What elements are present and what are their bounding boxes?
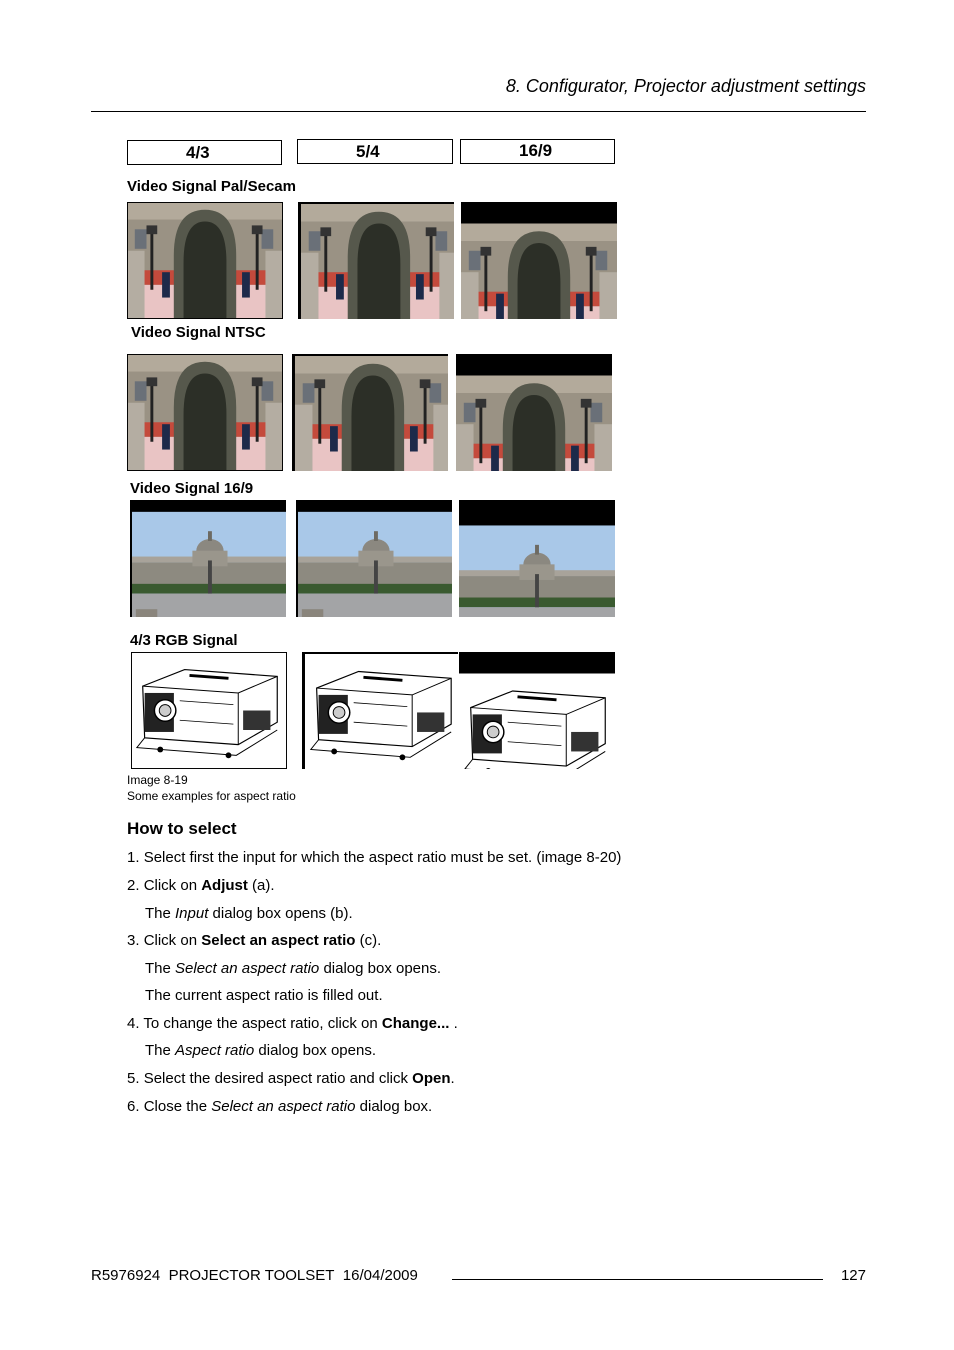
page-number: 127	[840, 1267, 866, 1284]
aspect-thumb-row2-5-4	[292, 354, 448, 471]
step-3-note-1: The Select an aspect ratio dialog box opens.	[145, 960, 442, 977]
row-label-rgb: 4/3 RGB Signal	[130, 632, 238, 649]
row-label-16-9: Video Signal 16/9	[130, 480, 254, 497]
ratio-header-4-3: 4/3	[127, 140, 282, 165]
step-2: 2. Click on Adjust (a).	[127, 877, 275, 894]
chapter-title: 8. Configurator, Projector adjustment settings	[505, 76, 866, 96]
footer-divider	[452, 1279, 823, 1280]
step-6: 6. Close the Select an aspect ratio dialog box.	[127, 1098, 433, 1115]
adjust-label: Adjust	[201, 877, 248, 894]
aspect-thumb-row4-4-3	[131, 652, 287, 769]
aspect-thumb-row1-16-9	[461, 202, 617, 319]
aspect-thumb-row1-5-4	[298, 202, 454, 319]
aspect-thumb-row3-16-9	[459, 500, 615, 617]
figure-caption: Some examples for aspect ratio	[127, 789, 296, 803]
step-3-note-2: The current aspect ratio is filled out.	[145, 987, 383, 1004]
step-4-note: The Aspect ratio dialog box opens.	[145, 1042, 376, 1059]
aspect-thumb-row2-16-9	[456, 354, 612, 471]
step-3: 3. Click on Select an aspect ratio (c).	[127, 932, 382, 949]
aspect-thumb-row4-5-4	[302, 652, 458, 769]
header-divider	[91, 111, 866, 112]
step-4: 4. To change the aspect ratio, click on Change... .	[127, 1015, 458, 1032]
select-aspect-ratio-label: Select an aspect ratio	[201, 932, 356, 949]
ratio-header-16-9: 16/9	[460, 139, 615, 164]
ratio-header-5-4: 5/4	[297, 139, 453, 164]
change-label: Change...	[381, 1015, 450, 1032]
aspect-thumb-row3-4-3	[130, 500, 286, 617]
aspect-thumb-row1-4-3	[127, 202, 283, 319]
footer-doc-info	[91, 1267, 418, 1284]
aspect-thumb-row4-16-9	[459, 652, 615, 769]
footer-doc-id: R5976924	[91, 1267, 161, 1284]
step-5: 5. Select the desired aspect ratio and click Open.	[127, 1070, 455, 1087]
row-label-ntsc: Video Signal NTSC	[131, 324, 266, 341]
open-label: Open	[412, 1070, 451, 1087]
step-1: 1. Select first the input for which the aspect ratio must be set. (image 8-20)	[127, 849, 622, 866]
figure-number: Image 8-19	[127, 773, 188, 787]
aspect-thumb-row2-4-3	[127, 354, 283, 471]
footer-product: PROJECTOR TOOLSET	[168, 1267, 335, 1284]
aspect-thumb-row3-5-4	[296, 500, 452, 617]
footer-date: 16/04/2009	[342, 1267, 418, 1284]
row-label-pal-secam: Video Signal Pal/Secam	[127, 178, 296, 195]
step-2-note: The Input dialog box opens (b).	[145, 905, 353, 922]
section-title: How to select	[127, 819, 237, 838]
